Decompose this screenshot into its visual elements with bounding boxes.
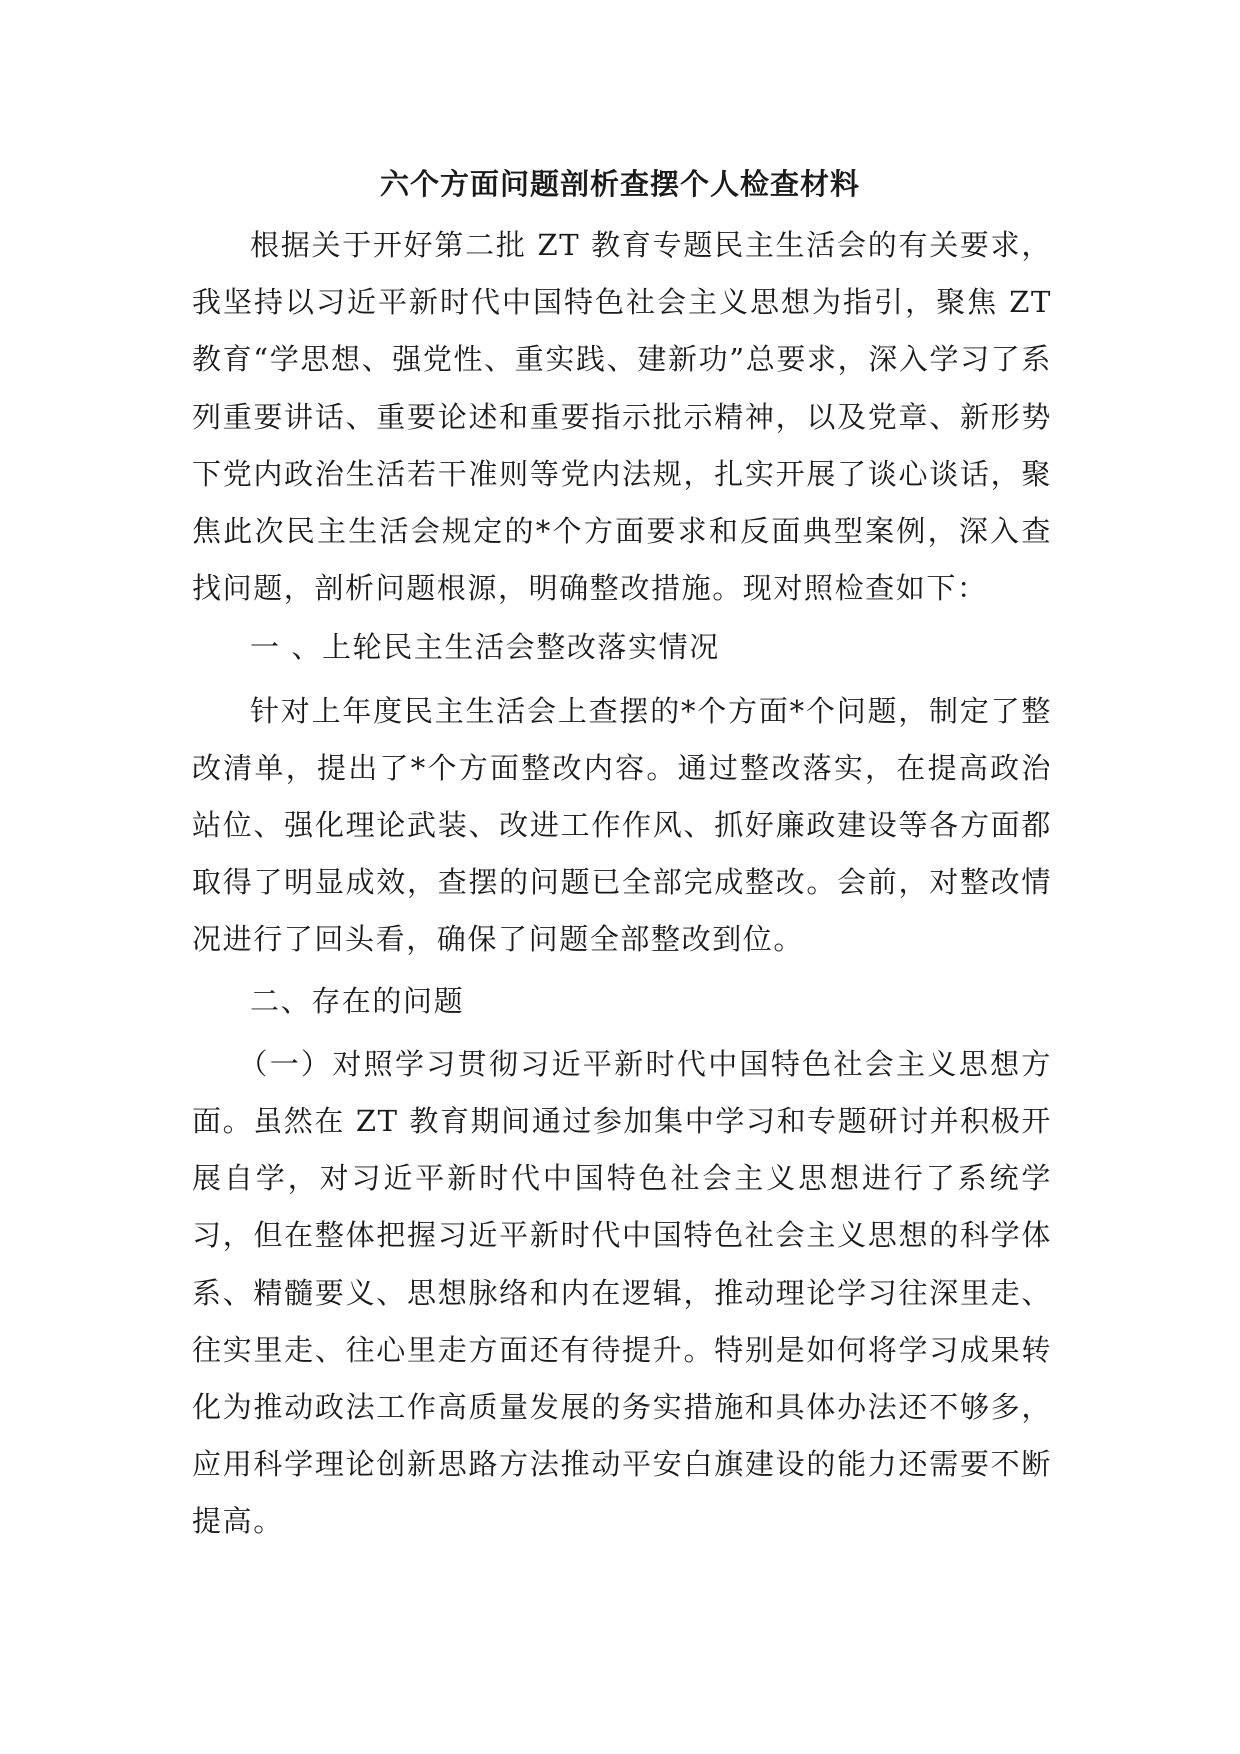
document-title: 六个方面问题剖析查摆个人检查材料 <box>379 167 860 201</box>
section-2-heading: 二、存在的问题 <box>250 983 465 1018</box>
section-1-heading: 一 、上轮民主生活会整改落实情况 <box>250 630 720 665</box>
section-2-subsection-1: （一）对照学习贯彻习近平新时代中国特色社会主义思想方面。虽然在 ZT 教育期间通过参加集中学习和专题研讨并积极开展自学，对习近平新时代中国特色社会主义思想进行了系统学习，但在整体把握习近平新时代中国特色社会主义思想的科学体系、精髓要义、思想脉络和内在逻辑，推动理论学习往深里走、往实里走、往心里走方面还有待提升。特别是如何将学习成果转化为推动政法工作高质量发展的务实措施和具体办法还不够多，应用科学理论创新思路方法推动平安白旗建设的能力还需要不断提高。 <box>192 1046 1052 1539</box>
intro-paragraph: 根据关于开好第二批 ZT 教育专题民主生活会的有关要求，我坚持以习近平新时代中国特色社会主义思想为指引，聚焦 ZT 教育“学思想、强党性、重实践、建新功”总要求，深入学习了系列重要讲话、重要论述和重要指示批示精神，以及党章、新形势下党内政治生活若干准则等党内法规，扎实开展了谈心谈话，聚焦此次民主生活会规定的*个方面要求和反面典型案例，深入查找问题，剖析问题根源，明确整改措施。现对照检查如下： <box>192 228 1052 606</box>
document-body <box>192 217 1052 1551</box>
section-1-paragraph: 针对上年度民主生活会上查摆的*个方面*个问题，制定了整改清单，提出了*个方面整改内容。通过整改落实，在提高政治站位、强化理论武装、改进工作作风、抓好廉政建设等各方面都取得了明显成效，查摆的问题已全部完成整改。会前，对整改情况进行了回头看，确保了问题全部整改到位。 <box>192 693 1052 957</box>
